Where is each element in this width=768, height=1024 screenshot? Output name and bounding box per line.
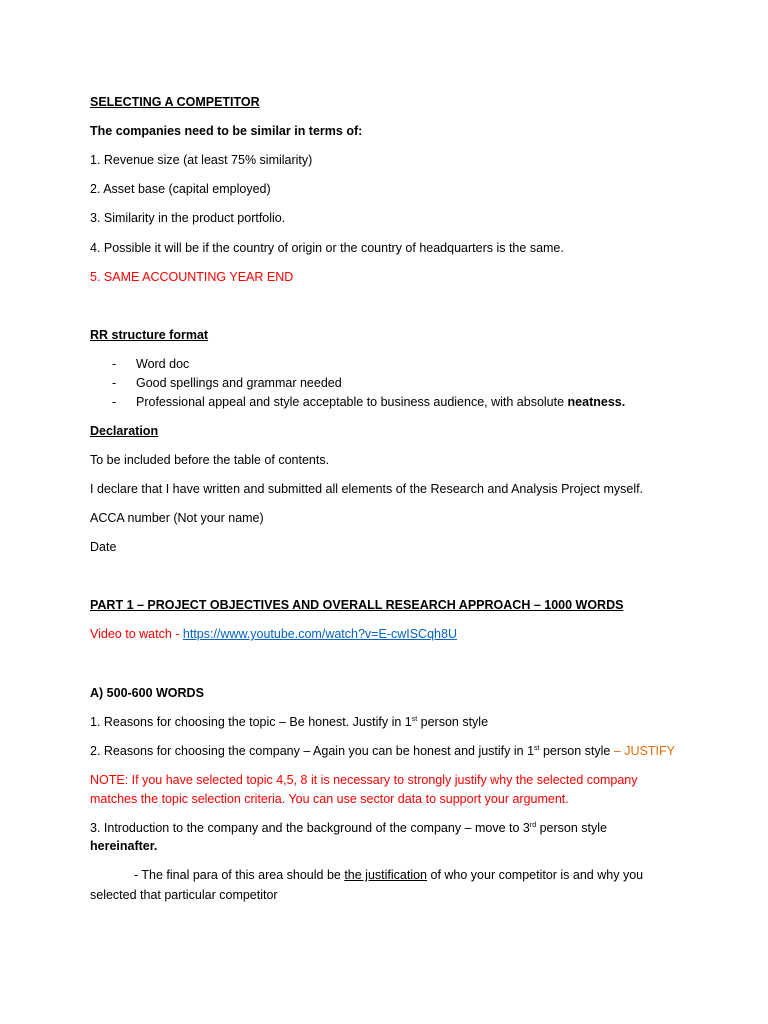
item3-text: 3. Introduction to the company and the background of the company – move to 3 [90,821,530,835]
item2-tail: person style [539,744,611,758]
competitor-item-4: 4. Possible it will be if the country of origin or the country of headquarters is the same. [90,241,564,255]
competitor-intro: The companies need to be similar in terms of: [90,124,363,138]
item2-note: – JUSTIFY [610,744,675,758]
competitor-heading: SELECTING A COMPETITOR [90,95,260,109]
section-a-item-3 [90,821,607,836]
item3-sup: rd [529,821,537,829]
part1-heading: PART 1 – PROJECT OBJECTIVES AND OVERALL RESEARCH APPROACH – 1000 WORDS [90,598,624,612]
bullet-marker: - [112,395,117,409]
rr-bullet-3 [136,395,625,410]
section-a-item-1 [90,715,488,730]
competitor-item-2: 2. Asset base (capital employed) [90,182,271,196]
declaration-line-3: ACCA number (Not your name) [90,511,264,525]
video-label: Video to watch - [90,627,183,641]
declaration-heading: Declaration [90,424,159,438]
video-link[interactable]: https://www.youtube.com/watch?v=E-cwISCqh8U [182,627,457,641]
final-dash: - [134,868,142,882]
rr-bullet-2: Good spellings and grammar needed [136,376,342,390]
item2-text: 2. Reasons for choosing the company – Again you can be honest and justify in 1 [90,744,535,758]
competitor-item-3: 3. Similarity in the product portfolio. [90,211,286,225]
declaration-line-2: I declare that I have written and submitted all elements of the Research and Analysis Project myself. [90,482,644,496]
rr-bullet-1: Word doc [136,357,190,371]
rr-bullet-3-text: Professional appeal and style acceptable to business audience, with absolute [136,395,568,409]
competitor-item-1: 1. Revenue size (at least 75% similarity) [90,153,313,167]
bullet-marker: - [112,376,117,390]
item1-text: 1. Reasons for choosing the topic – Be honest. Justify in 1 [90,715,412,729]
declaration-line-1: To be included before the table of contents. [90,453,330,467]
item3-bold: hereinafter. [90,839,158,853]
final-para-line-1 [134,868,643,883]
final-pre: The final para of this area should be [141,868,345,882]
item3-tail: person style [536,821,607,835]
item1-tail: person style [417,715,489,729]
section-a-heading: A) 500-600 WORDS [90,686,204,700]
section-a-item-2 [90,744,675,759]
final-post: of who your competitor is and why you [427,868,644,882]
item2-sup: st [534,744,540,752]
final-underlined: the justification [344,868,428,882]
note-line-1: NOTE: If you have selected topic 4,5, 8 it is necessary to strongly justify why the selected company [90,773,638,787]
declaration-line-4: Date [90,540,117,554]
rr-bullet-3-bold: neatness. [567,395,626,409]
item1-sup: st [411,715,418,723]
bullet-marker: - [112,357,117,371]
note-line-2: matches the topic selection criteria. You can use sector data to support your argument. [90,792,569,806]
competitor-item-5: 5. SAME ACCOUNTING YEAR END [90,270,294,284]
rr-heading: RR structure format [90,328,209,342]
final-para-line-2: selected that particular competitor [90,888,278,902]
video-line [90,627,457,642]
